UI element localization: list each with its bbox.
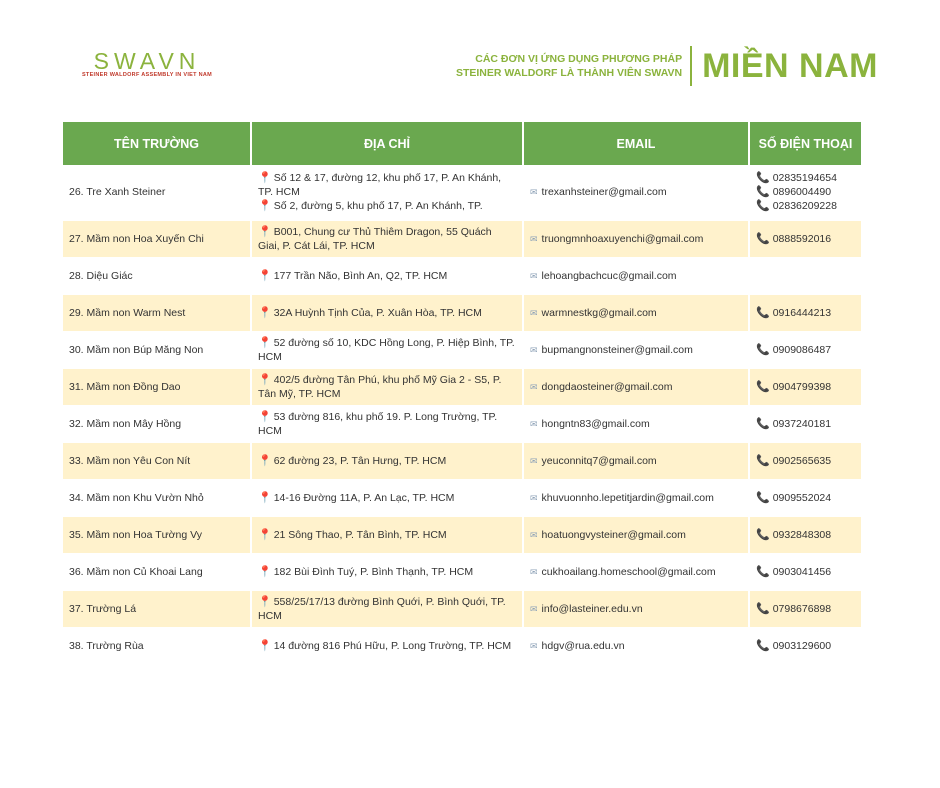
address-text: 558/25/17/13 đường Bình Quới, P. Bình Quới, TP. HCM [258,596,506,622]
phone-number[interactable]: 0903041456 [772,566,832,578]
school-name: 37. Trường Lá [63,590,251,628]
phone-line [756,171,855,185]
phone-number[interactable]: 0909552024 [772,492,832,504]
phone-number[interactable]: 0903129600 [772,640,832,652]
school-phone-cell [749,480,861,516]
phone-number[interactable]: 0798676898 [772,603,832,615]
pin-icon: 📍 [258,374,272,386]
school-email-cell [523,294,749,332]
school-email[interactable]: truongmnhoaxuyenchi@gmail.com [541,233,704,245]
phone-number[interactable]: 02835194654 [772,172,837,184]
address-line [258,454,516,468]
address-text: 32A Huỳnh Tịnh Của, P. Xuân Hòa, TP. HCM [273,307,482,319]
phone-icon: 📞 [756,566,770,578]
table-row [63,220,861,258]
address-text: B001, Chung cư Thủ Thiêm Dragon, 55 Quách Giai, P. Cát Lái, TP. HCM [258,226,492,252]
email-icon: ✉ [530,308,538,318]
email-icon: ✉ [530,187,538,197]
address-text: 182 Bùi Đình Tuý, P. Bình Thạnh, TP. HCM [273,566,474,578]
school-phone-cell [749,165,861,220]
school-address [251,294,523,332]
pin-icon: 📍 [258,640,272,652]
email-icon: ✉ [530,604,538,614]
school-phone-cell [749,258,861,294]
school-email-cell [523,258,749,294]
header-caption [456,52,690,80]
pin-icon: 📍 [258,455,272,467]
school-email[interactable]: yeuconnitq7@gmail.com [541,455,657,467]
phone-icon: 📞 [756,233,770,245]
address-text: 62 đường 23, P. Tân Hưng, TP. HCM [273,455,447,467]
school-email-cell [523,332,749,368]
school-address [251,165,523,220]
phone-number[interactable]: 0937240181 [772,418,832,430]
address-line [258,171,516,199]
school-address [251,554,523,590]
school-phone-cell [749,406,861,442]
school-name: 32. Mầm non Mây Hồng [63,406,251,442]
school-address [251,332,523,368]
address-text: 14 đường 816 Phú Hữu, P. Long Trường, TP. HCM [273,640,512,652]
school-email-cell [523,368,749,406]
school-address [251,406,523,442]
school-email-cell [523,554,749,590]
phone-line [756,491,855,505]
email-icon: ✉ [530,641,538,651]
email-icon: ✉ [530,419,538,429]
phone-icon: 📞 [756,529,770,541]
phone-line [756,454,855,468]
phone-number[interactable]: 0896004490 [772,186,832,198]
address-text: 53 đường 816, khu phố 19. P. Long Trường, TP. HCM [258,411,498,437]
phone-line [756,199,855,213]
school-phone-cell [749,332,861,368]
page-header [456,46,878,86]
header-divider [690,46,692,86]
school-address [251,442,523,480]
address-line [258,373,516,401]
column-header-address: ĐỊA CHỈ [251,122,523,165]
school-email[interactable]: cukhoailang.homeschool@gmail.com [541,566,716,578]
pin-icon: 📍 [258,492,272,504]
table-row [63,554,861,590]
pin-icon: 📍 [258,337,272,349]
table-row [63,368,861,406]
phone-line [756,602,855,616]
school-address [251,368,523,406]
table-row [63,332,861,368]
phone-line [756,528,855,542]
school-name: 30. Mầm non Búp Măng Non [63,332,251,368]
email-icon: ✉ [530,530,538,540]
phone-number[interactable]: 0904799398 [772,381,832,393]
column-header-phone: SỐ ĐIỆN THOẠI [749,122,861,165]
address-line [258,269,516,283]
phone-icon: 📞 [756,455,770,467]
phone-icon: 📞 [756,640,770,652]
phone-line [756,380,855,394]
school-email-cell [523,480,749,516]
school-phone-cell [749,590,861,628]
address-line [258,225,516,253]
address-line [258,639,516,653]
school-name: 28. Diệu Giác [63,258,251,294]
school-address [251,590,523,628]
address-line [258,306,516,320]
school-address [251,628,523,664]
school-email[interactable]: warmnestkg@gmail.com [541,307,657,319]
phone-icon: 📞 [756,418,770,430]
phone-icon: 📞 [756,200,770,212]
school-email[interactable]: lehoangbachcuc@gmail.com [541,270,677,282]
phone-icon: 📞 [756,492,770,504]
phone-number[interactable]: 0888592016 [772,233,832,245]
email-icon: ✉ [530,271,538,281]
school-name: 34. Mầm non Khu Vườn Nhỏ [63,480,251,516]
school-name: 33. Mầm non Yêu Con Nít [63,442,251,480]
pin-icon: 📍 [258,529,272,541]
address-text: 52 đường số 10, KDC Hồng Long, P. Hiệp Bình, TP. HCM [258,337,515,363]
phone-line [756,232,855,246]
phone-line [756,565,855,579]
school-email[interactable]: trexanhsteiner@gmail.com [541,186,667,198]
school-email-cell [523,165,749,220]
phone-icon: 📞 [756,381,770,393]
phone-number[interactable]: 0909086487 [772,344,832,356]
phone-number[interactable]: 0916444213 [772,307,832,319]
column-header-name: TÊN TRƯỜNG [63,122,251,165]
pin-icon: 📍 [258,200,272,212]
email-icon: ✉ [530,456,538,466]
phone-icon: 📞 [756,172,770,184]
address-line [258,336,516,364]
column-header-email: EMAIL [523,122,749,165]
school-phone-cell [749,368,861,406]
logo-subtitle: STEINER WALDORF ASSEMBLY IN VIET NAM [81,72,213,78]
pin-icon: 📍 [258,566,272,578]
school-email[interactable]: hongntn83@gmail.com [541,418,650,430]
phone-number[interactable]: 02836209228 [772,200,837,212]
pin-icon: 📍 [258,596,272,608]
address-text: Số 12 & 17, đường 12, khu phố 17, P. An Khánh, TP. HCM [258,172,502,198]
school-phone-cell [749,628,861,664]
phone-icon: 📞 [756,307,770,319]
school-email-cell [523,628,749,664]
phone-number[interactable]: 0902565635 [772,455,832,467]
school-name: 31. Mầm non Đồng Dao [63,368,251,406]
school-email[interactable]: bupmangnonsteiner@gmail.com [541,344,693,356]
phone-icon: 📞 [756,186,770,198]
header-caption-line1: CÁC ĐƠN VỊ ỨNG DỤNG PHƯƠNG PHÁP [475,53,683,65]
table-row [63,165,861,220]
address-text: 177 Trần Não, Bình An, Q2, TP. HCM [273,270,448,282]
address-text: 14-16 Đường 11A, P. An Lạc, TP. HCM [273,492,455,504]
address-text: Số 2, đường 5, khu phố 17, P. An Khánh, TP. [273,200,483,212]
table-row [63,294,861,332]
school-email[interactable]: hoatuongvysteiner@gmail.com [541,529,686,541]
school-email[interactable]: info@lasteiner.edu.vn [541,603,643,615]
logo-wordmark: SWAVN [93,48,201,74]
phone-icon: 📞 [756,344,770,356]
school-phone-cell [749,516,861,554]
school-name: 36. Mầm non Củ Khoai Lang [63,554,251,590]
pin-icon: 📍 [258,172,272,184]
address-line [258,199,516,213]
table-row [63,628,861,664]
school-name: 38. Trường Rùa [63,628,251,664]
phone-line [756,343,855,357]
school-name: 26. Tre Xanh Steiner [63,165,251,220]
phone-number[interactable]: 0932848308 [772,529,832,541]
table-row [63,406,861,442]
address-line [258,491,516,505]
school-email[interactable]: khuvuonnho.lepetitjardin@gmail.com [541,492,714,504]
phone-line [756,417,855,431]
school-address [251,480,523,516]
table-row [63,516,861,554]
school-address [251,516,523,554]
swavn-logo [72,48,222,78]
school-email-cell [523,406,749,442]
school-phone-cell [749,294,861,332]
address-line [258,528,516,542]
pin-icon: 📍 [258,307,272,319]
phone-icon: 📞 [756,603,770,615]
table-row [63,442,861,480]
address-line [258,565,516,579]
school-address [251,258,523,294]
school-phone-cell [749,554,861,590]
email-icon: ✉ [530,567,538,577]
school-email-cell [523,590,749,628]
pin-icon: 📍 [258,226,272,238]
school-address [251,220,523,258]
table-row [63,480,861,516]
school-name: 27. Mầm non Hoa Xuyến Chi [63,220,251,258]
address-line [258,410,516,438]
school-email[interactable]: hdgv@rua.edu.vn [541,640,625,652]
phone-line [756,185,855,199]
school-email-cell [523,220,749,258]
address-line [258,595,516,623]
school-name: 29. Mầm non Warm Nest [63,294,251,332]
phone-line [756,306,855,320]
table-body [63,165,861,664]
school-email-cell [523,516,749,554]
school-email[interactable]: dongdaosteiner@gmail.com [541,381,673,393]
school-name: 35. Mầm non Hoa Tường Vy [63,516,251,554]
school-phone-cell [749,220,861,258]
email-icon: ✉ [530,345,538,355]
region-title: MIỀN NAM [702,47,878,85]
school-table [63,122,861,665]
table-row [63,590,861,628]
email-icon: ✉ [530,493,538,503]
header-caption-line2: STEINER WALDORF LÀ THÀNH VIÊN SWAVN [455,67,683,79]
table-row [63,258,861,294]
phone-line [756,639,855,653]
email-icon: ✉ [530,234,538,244]
email-icon: ✉ [530,382,538,392]
school-email-cell [523,442,749,480]
address-text: 402/5 đường Tân Phú, khu phố Mỹ Gia 2 - S5, P. Tân Mỹ, TP. HCM [258,374,502,400]
pin-icon: 📍 [258,411,272,423]
pin-icon: 📍 [258,270,272,282]
address-text: 21 Sông Thao, P. Tân Bình, TP. HCM [273,529,447,541]
table-header-row [63,122,861,165]
school-phone-cell [749,442,861,480]
